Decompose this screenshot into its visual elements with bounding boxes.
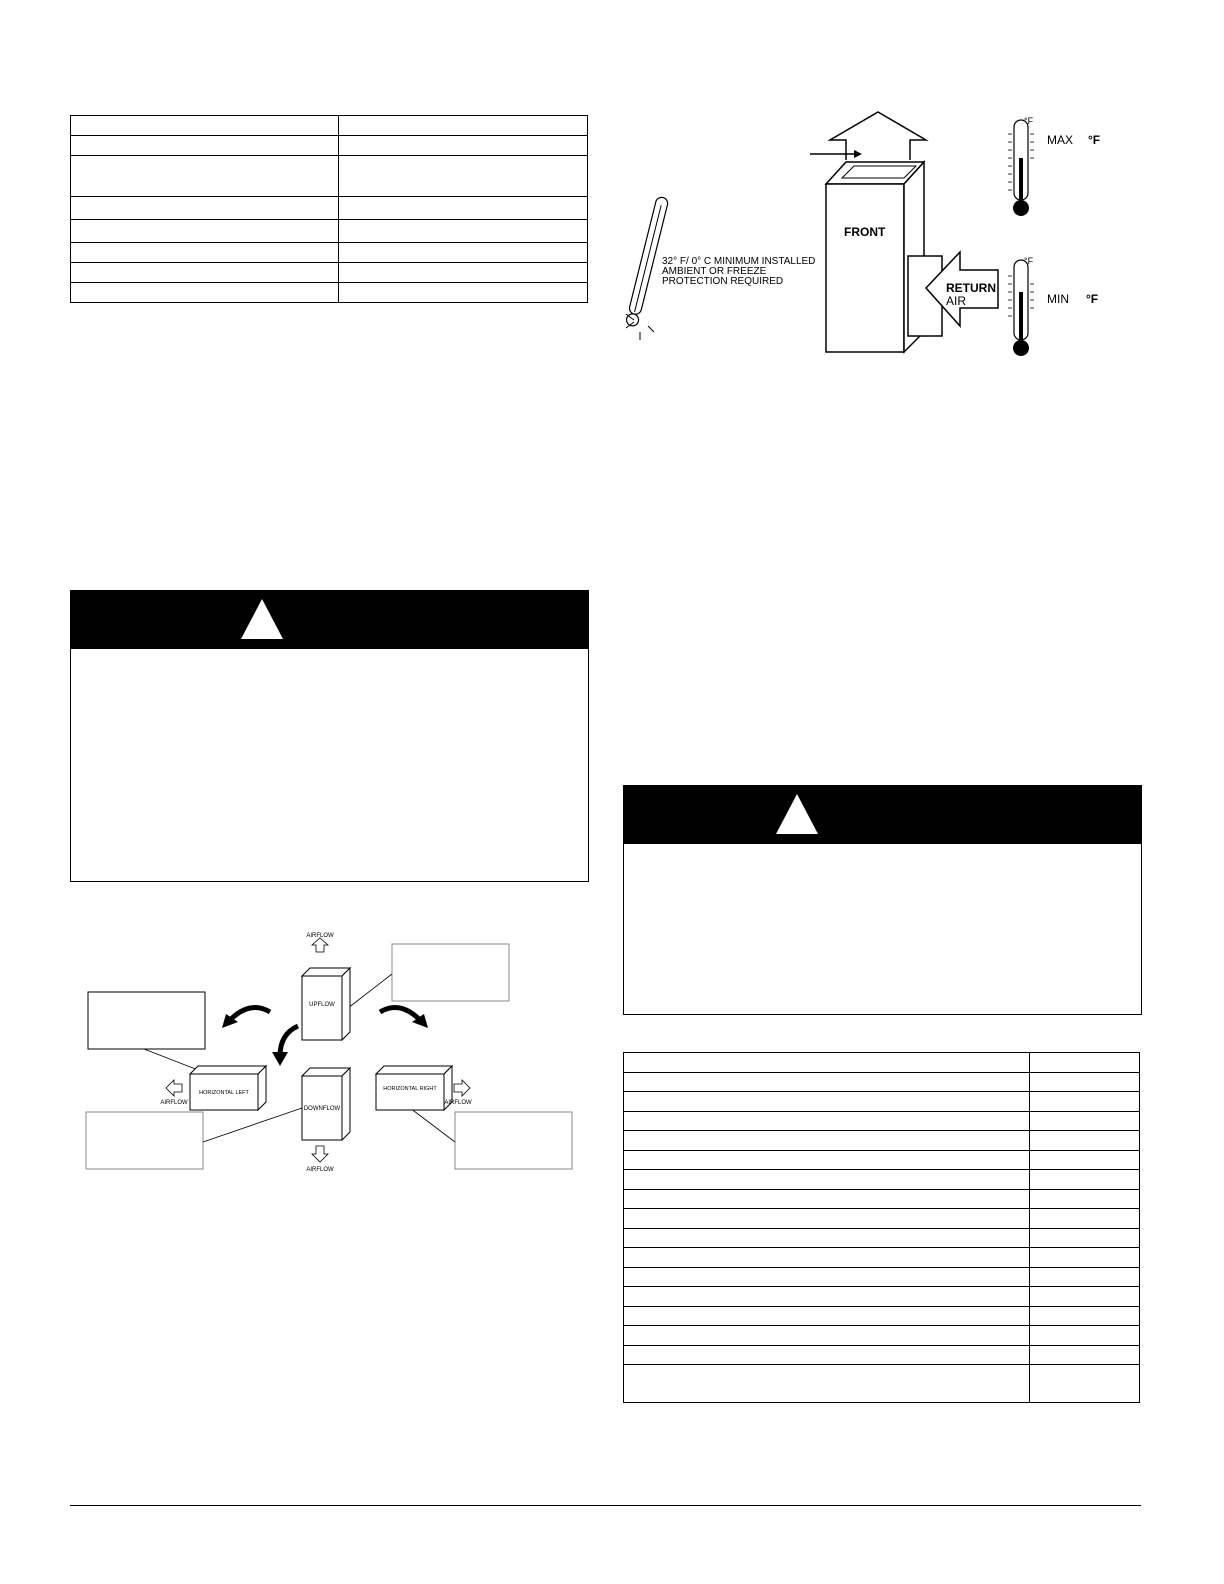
- callout-box-horizontal-left: [88, 992, 205, 1049]
- callout-box-upflow: [392, 944, 509, 1001]
- leader-horizontal-right: [410, 1108, 455, 1142]
- callout-box-downflow: [86, 1112, 203, 1169]
- warning-header-bar: [624, 786, 1141, 844]
- air-label: AIR: [946, 294, 967, 308]
- ambient-note-line1: 32° F/ 0° C MINIMUM INSTALLED: [662, 256, 816, 267]
- callout-box-horizontal-right: [455, 1112, 572, 1169]
- max-unit: °F: [1088, 133, 1101, 147]
- horizontal-right-airflow-label: AIRFLOW: [444, 1100, 472, 1106]
- downflow-airflow-arrow: [312, 1146, 328, 1162]
- leader-horizontal-left: [144, 1049, 198, 1070]
- max-label: MAX: [1047, 133, 1074, 147]
- rotate-down-arrow-icon: [272, 1026, 298, 1066]
- min-unit: °F: [1086, 292, 1099, 306]
- upflow-label: UPFLOW: [309, 1002, 335, 1008]
- upflow-airflow-arrow: [312, 938, 328, 952]
- supply-air-arrow: [830, 112, 926, 160]
- horizontal-left-label: HORIZONTAL LEFT: [199, 1090, 249, 1096]
- return-label: RETURN: [946, 281, 996, 295]
- horizontal-left-unit: [190, 1066, 266, 1110]
- upflow-airflow-label: AIRFLOW: [306, 933, 334, 939]
- horizontal-left-airflow-label: AIRFLOW: [160, 1100, 188, 1106]
- leader-downflow: [203, 1108, 302, 1142]
- warning-triangle-icon: [241, 599, 283, 639]
- downflow-airflow-label: AIRFLOW: [306, 1167, 334, 1173]
- min-label: MIN: [1047, 292, 1069, 306]
- max-thermometer-icon: [1008, 120, 1034, 216]
- furnace-ambient-figure: [610, 100, 1130, 370]
- furnace-front-face: [826, 184, 904, 352]
- min-thermometer-icon: [1008, 260, 1034, 356]
- warning-box-left: [70, 590, 589, 882]
- supply-collar: [842, 166, 916, 178]
- ambient-note-line3: PROTECTION REQUIRED: [662, 276, 784, 287]
- horizontal-right-label: HORIZONTAL RIGHT: [383, 1086, 437, 1092]
- min-thermometer-unit: °F: [1024, 256, 1034, 266]
- max-thermometer-unit: °F: [1024, 116, 1034, 126]
- horizontal-right-airflow-arrow: [454, 1080, 470, 1096]
- leader-upflow: [348, 974, 392, 1008]
- warning-box-right: [623, 785, 1142, 1015]
- ambient-note-line2: AMBIENT OR FREEZE: [662, 266, 767, 277]
- downflow-label: DOWNFLOW: [303, 1106, 341, 1112]
- warning-header-bar: [71, 591, 588, 649]
- spec-table-right: [623, 1052, 1140, 1403]
- spec-table-left: [70, 115, 588, 303]
- footer-rule: [70, 1505, 1141, 1506]
- downflow-unit: [302, 1068, 350, 1140]
- rotate-left-arrow-icon: [222, 1008, 270, 1029]
- horizontal-left-airflow-arrow: [166, 1080, 182, 1096]
- rotate-right-arrow-icon: [380, 1008, 428, 1029]
- front-label: FRONT: [844, 225, 886, 239]
- warning-triangle-icon: [776, 794, 818, 834]
- airflow-orientations-figure: [80, 930, 580, 1180]
